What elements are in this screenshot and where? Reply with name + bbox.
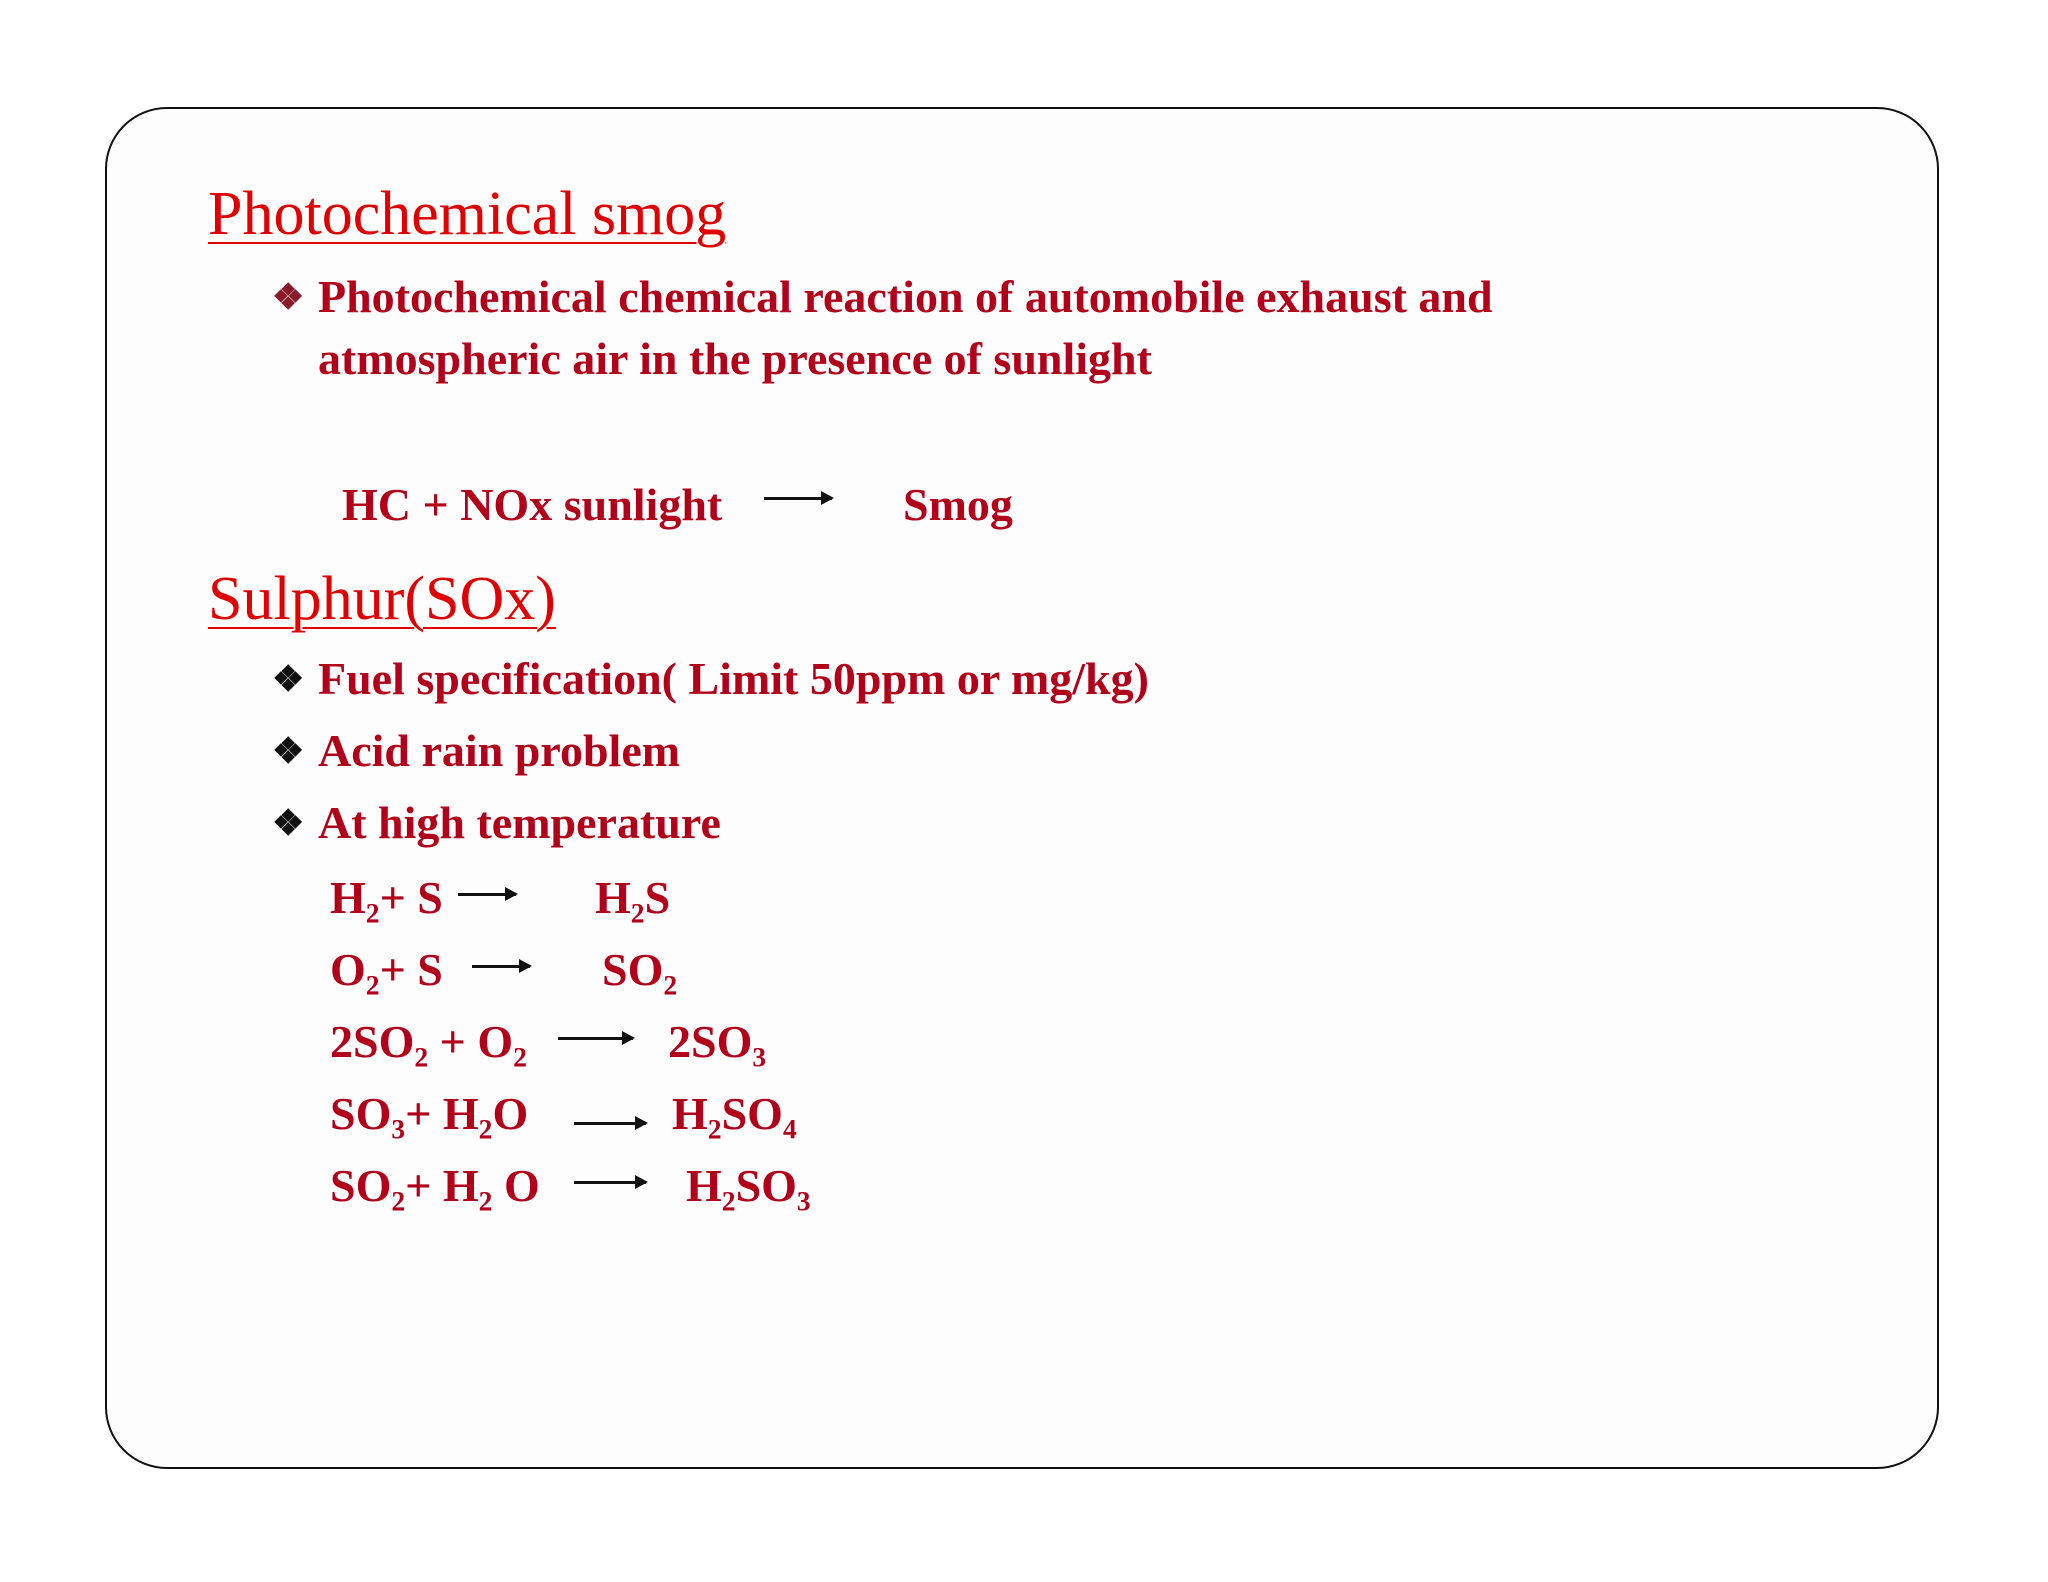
smog-bullet-text-line2: atmospheric air in the presence of sunlight — [318, 333, 1152, 384]
reaction-arrow-icon — [558, 1037, 633, 1040]
equation-left: SO₃+ H₂O — [330, 1088, 529, 1139]
equation-right: 2SO₃ — [668, 1016, 767, 1067]
diamond-bullet-icon: ❖ — [272, 731, 305, 771]
reaction-arrow-icon — [764, 497, 832, 500]
sox-bullet-text: Fuel specification( Limit 50ppm or mg/kg) — [318, 653, 1149, 704]
reaction-arrow-icon — [472, 965, 530, 968]
sox-bullet-text: At high temperature — [318, 797, 721, 848]
equation-right: H₂SO₄ — [672, 1088, 797, 1139]
equation-left: SO₂+ H₂ O — [330, 1160, 540, 1211]
equation-left: 2SO₂ + O₂ — [330, 1016, 527, 1067]
reaction-arrow-icon — [574, 1181, 646, 1184]
smog-equation-left: HC + NOx sunlight — [342, 479, 723, 530]
sox-bullet-text: Acid rain problem — [318, 725, 681, 776]
equation-right: SO₂ — [602, 944, 678, 995]
smog-equation-right: Smog — [903, 479, 1013, 530]
smog-bullet-text-line1: Photochemical chemical reaction of automobile exhaust and — [318, 271, 1493, 322]
diamond-bullet-icon: ❖ — [272, 277, 305, 317]
equation-left: O₂+ S — [330, 944, 443, 995]
sox-bullet-acid-rain — [272, 720, 680, 782]
equation-right: H₂S — [595, 872, 671, 923]
diamond-bullet-icon: ❖ — [272, 659, 305, 699]
equation-right: H₂SO₃ — [686, 1160, 811, 1211]
equation-left: H₂+ S — [330, 872, 443, 923]
smog-bullet — [272, 266, 1493, 328]
reaction-arrow-icon — [458, 893, 516, 896]
sox-bullet-fuel-spec — [272, 648, 1149, 710]
sox-bullet-high-temp — [272, 792, 721, 854]
heading-photochemical-smog: Photochemical smog — [208, 180, 727, 248]
reaction-arrow-icon — [574, 1122, 646, 1125]
heading-sulphur-sox: Sulphur(SOx) — [208, 565, 556, 633]
diamond-bullet-icon: ❖ — [272, 803, 305, 843]
